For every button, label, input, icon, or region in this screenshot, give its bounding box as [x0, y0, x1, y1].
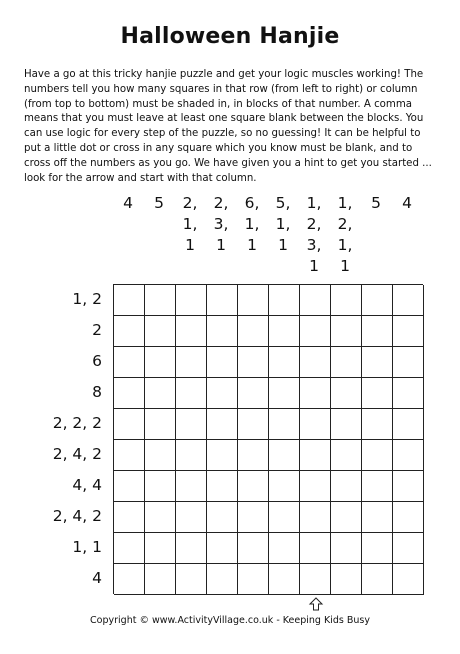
column-clue: 3,	[213, 215, 229, 233]
puzzle-grid	[113, 284, 423, 594]
grid-cell[interactable]	[393, 502, 424, 533]
row-clue: 8	[92, 383, 102, 401]
grid-cell[interactable]	[300, 378, 331, 409]
grid-cell[interactable]	[300, 471, 331, 502]
column-clue: 1,	[337, 236, 353, 254]
grid-cell[interactable]	[207, 378, 238, 409]
grid-cell[interactable]	[145, 316, 176, 347]
grid-cell[interactable]	[269, 471, 300, 502]
column-clue: 2,	[306, 215, 322, 233]
grid-cell[interactable]	[269, 440, 300, 471]
grid-cell[interactable]	[331, 285, 362, 316]
column-clue: 5,	[275, 194, 291, 212]
grid-cell[interactable]	[176, 471, 207, 502]
grid-cell[interactable]	[176, 378, 207, 409]
grid-cell[interactable]	[362, 316, 393, 347]
column-clue: 1,	[275, 215, 291, 233]
grid-cell[interactable]	[114, 409, 145, 440]
grid-cell[interactable]	[207, 316, 238, 347]
grid-cell[interactable]	[393, 378, 424, 409]
column-clue: 6,	[244, 194, 260, 212]
column-clue: 1,	[244, 215, 260, 233]
grid-cell[interactable]	[269, 533, 300, 564]
grid-cell[interactable]	[300, 316, 331, 347]
grid-cell[interactable]	[269, 378, 300, 409]
grid-cell[interactable]	[331, 409, 362, 440]
grid-cell[interactable]	[238, 378, 269, 409]
grid-cell[interactable]	[238, 471, 269, 502]
grid-cell[interactable]	[207, 440, 238, 471]
column-clue: 1	[340, 257, 350, 275]
grid-cell[interactable]	[300, 564, 331, 595]
grid-cell[interactable]	[393, 533, 424, 564]
hint-arrow-icon	[308, 597, 324, 611]
grid-cell[interactable]	[331, 471, 362, 502]
grid-cell[interactable]	[269, 316, 300, 347]
row-clue: 4, 4	[72, 476, 102, 494]
grid-cell[interactable]	[393, 564, 424, 595]
grid-cell[interactable]	[176, 409, 207, 440]
grid-cell[interactable]	[300, 285, 331, 316]
grid-cell[interactable]	[393, 409, 424, 440]
row-clue: 4	[92, 569, 102, 587]
grid-cell[interactable]	[238, 502, 269, 533]
column-clue: 1,	[182, 215, 198, 233]
grid-cell[interactable]	[393, 471, 424, 502]
grid-cell[interactable]	[114, 285, 145, 316]
column-clue: 4	[123, 194, 133, 212]
column-clue: 1	[309, 257, 319, 275]
grid-cell[interactable]	[114, 533, 145, 564]
grid-cell[interactable]	[269, 285, 300, 316]
grid-cell[interactable]	[331, 378, 362, 409]
column-clue: 1	[278, 236, 288, 254]
grid-cell[interactable]	[145, 378, 176, 409]
grid-cell[interactable]	[331, 502, 362, 533]
grid-cell[interactable]	[362, 378, 393, 409]
grid-cell[interactable]	[300, 347, 331, 378]
grid-cell[interactable]	[114, 440, 145, 471]
column-clue: 1,	[337, 194, 353, 212]
grid-cell[interactable]	[269, 347, 300, 378]
column-clue: 2,	[182, 194, 198, 212]
row-clue: 2, 4, 2	[52, 507, 102, 525]
grid-cell[interactable]	[207, 347, 238, 378]
grid-cell[interactable]	[145, 471, 176, 502]
row-clue: 6	[92, 352, 102, 370]
column-clue: 1,	[306, 194, 322, 212]
grid-cell[interactable]	[238, 440, 269, 471]
row-clue: 2, 4, 2	[52, 445, 102, 463]
row-clue: 1, 2	[72, 290, 102, 308]
grid-cell[interactable]	[300, 533, 331, 564]
grid-cell[interactable]	[238, 347, 269, 378]
grid-cell[interactable]	[114, 564, 145, 595]
column-clue: 1	[216, 236, 226, 254]
grid-cell[interactable]	[331, 440, 362, 471]
grid-cell[interactable]	[331, 347, 362, 378]
row-clue: 2, 2, 2	[52, 414, 102, 432]
grid-cell[interactable]	[362, 564, 393, 595]
grid-cell[interactable]	[238, 285, 269, 316]
grid-cell[interactable]	[145, 409, 176, 440]
grid-cell[interactable]	[145, 347, 176, 378]
grid-cell[interactable]	[362, 502, 393, 533]
column-clue: 5	[154, 194, 164, 212]
grid-cell[interactable]	[362, 285, 393, 316]
grid-cell[interactable]	[300, 409, 331, 440]
grid-cell[interactable]	[362, 409, 393, 440]
grid-cell[interactable]	[145, 440, 176, 471]
grid-cell[interactable]	[238, 564, 269, 595]
grid-cell[interactable]	[114, 378, 145, 409]
grid-cell[interactable]	[362, 347, 393, 378]
grid-cell[interactable]	[207, 564, 238, 595]
grid-cell[interactable]	[176, 533, 207, 564]
grid-cell[interactable]	[238, 316, 269, 347]
grid-cell[interactable]	[145, 285, 176, 316]
grid-cell[interactable]	[362, 440, 393, 471]
grid-cell[interactable]	[269, 564, 300, 595]
column-clue: 4	[402, 194, 412, 212]
grid-cell[interactable]	[176, 285, 207, 316]
grid-cell[interactable]	[331, 564, 362, 595]
grid-cell[interactable]	[176, 564, 207, 595]
grid-cell[interactable]	[238, 533, 269, 564]
row-clue: 2	[92, 321, 102, 339]
column-clue: 1	[185, 236, 195, 254]
grid-cell[interactable]	[393, 285, 424, 316]
grid-cell[interactable]	[300, 502, 331, 533]
column-clue: 2,	[337, 215, 353, 233]
row-clue: 1, 1	[72, 538, 102, 556]
grid-cell[interactable]	[238, 409, 269, 440]
grid-cell[interactable]	[114, 347, 145, 378]
grid-cell[interactable]	[207, 502, 238, 533]
grid-cell[interactable]	[207, 409, 238, 440]
grid-cell[interactable]	[362, 471, 393, 502]
grid-cell[interactable]	[145, 564, 176, 595]
grid-cell[interactable]	[114, 316, 145, 347]
instructions-paragraph: Have a go at this tricky hanjie puzzle and get your logic muscles working! The numbers tell you how many squares in that row (from left to right) or column (from top to bottom) must be shaded in, in blocks of that number. A comma means that you must leave at least one square blank between the blocks. You can use logic for every step of the puzzle, so no guessing! It can be helpful to put a little dot or cross in any square which you know must be blank, and to cross off the numbers as you go. We have given you a hint to get you started ... look for the arrow and start with that column.	[24, 69, 432, 184]
grid-cell[interactable]	[176, 502, 207, 533]
grid-cell[interactable]	[269, 409, 300, 440]
copyright-footer: Copyright © www.ActivityVillage.co.uk - Keeping Kids Busy	[90, 615, 370, 626]
column-clue: 3,	[306, 236, 322, 254]
grid-cell[interactable]	[145, 502, 176, 533]
grid-cell[interactable]	[393, 316, 424, 347]
grid-cell[interactable]	[176, 347, 207, 378]
page-title: Halloween Hanjie	[120, 24, 340, 49]
grid-cell[interactable]	[331, 533, 362, 564]
grid-cell[interactable]	[176, 316, 207, 347]
grid-cell[interactable]	[362, 533, 393, 564]
grid-cell[interactable]	[114, 502, 145, 533]
grid-cell[interactable]	[207, 471, 238, 502]
grid-cell[interactable]	[331, 316, 362, 347]
grid-cell[interactable]	[176, 440, 207, 471]
grid-cell[interactable]	[207, 285, 238, 316]
grid-cell[interactable]	[300, 440, 331, 471]
grid-cell[interactable]	[145, 533, 176, 564]
column-clue: 1	[247, 236, 257, 254]
column-clue: 5	[371, 194, 381, 212]
grid-cell[interactable]	[393, 440, 424, 471]
grid-cell[interactable]	[114, 471, 145, 502]
grid-cell[interactable]	[207, 533, 238, 564]
column-clue: 2,	[213, 194, 229, 212]
grid-cell[interactable]	[269, 502, 300, 533]
grid-cell[interactable]	[393, 347, 424, 378]
